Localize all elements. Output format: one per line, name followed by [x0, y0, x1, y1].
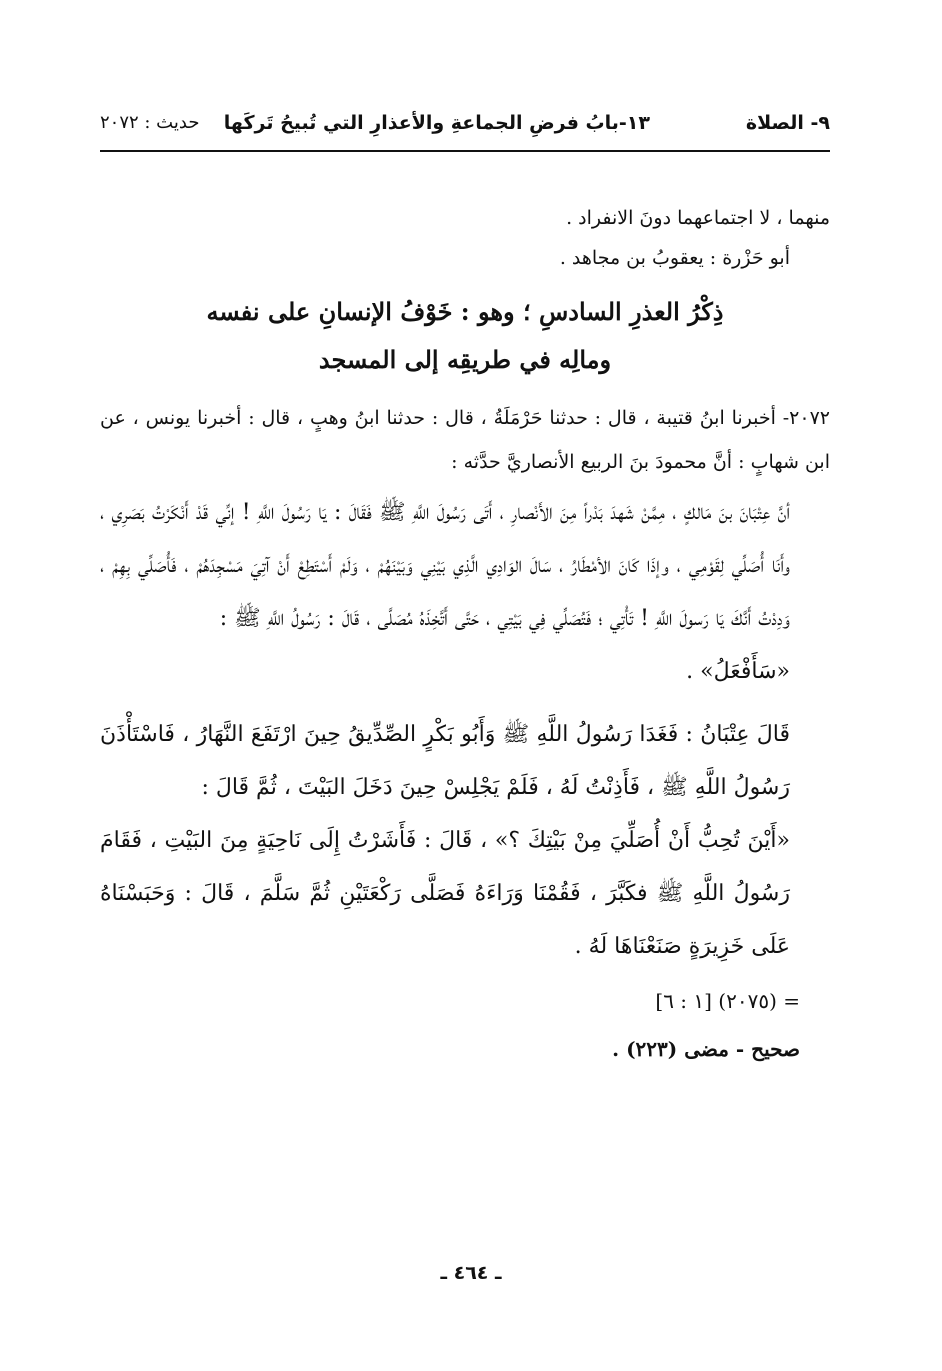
section-heading-line-2: ومالِه في طريقِه إلى المسجد	[318, 345, 612, 374]
hadith-grade: صحيح - مضى (٢٢٣) .	[612, 1037, 800, 1061]
running-header	[100, 112, 830, 144]
paragraph-continuation: منهما ، لا اجتماعهما دونَ الانفراد .	[566, 207, 830, 229]
header-section: ٩- الصلاة	[745, 112, 830, 134]
hadith-matn-part-2: «سَأَفْعَلُ» .	[686, 659, 790, 684]
header-chapter-title: ١٣-بابُ فرضِ الجماعةِ والأعذارِ التي تُبيحُ تَركَها	[223, 112, 650, 134]
header-hadith-number: حديث : ٢٠٧٢	[100, 112, 200, 133]
header-divider	[100, 150, 830, 152]
hadith-isnad: ٢٠٧٢- أخبرنا ابنُ قتيبة ، قال : حدثنا حَرْمَلَةُ ، قال : حدثنا ابنُ وهبٍ ، قال : أخبرنا يونس ، عن ابن شهابٍ : أنَّ محمودَ بنَ الربيع الأنصاريَّ حدَّثه :	[100, 407, 830, 473]
page-number: ـ ٤٦٤ ـ	[440, 1262, 502, 1284]
hadith-matn-part-4: «أَيْنَ تُحِبُّ أَنْ أُصَلِّيَ مِنْ بَيْتِكَ ؟» ، قَالَ : فَأَشَرْتُ إِلَى نَاحِيَةٍ مِنَ البَيْتِ ، فَقَامَ رَسُولُ اللَّهِ ﷺ فكَبَّرَ ، فَقُمْنَا وَرَاءَهُ فَصَلَّى رَكْعَتَيْنِ ثُمَّ سَلَّمَ ، قَالَ : وَحَبَسْنَاهُ عَلَى خَزِيرَةٍ صَنَعْنَاهَا لَهُ .	[100, 828, 790, 959]
page-body	[100, 198, 830, 1069]
hadith-matn-part-3: قَالَ عِتْبَانُ : فَغَدَا رَسُولُ اللَّهِ ﷺ وَأَبُو بَكْرٍ الصِّدِّيقُ حِينَ ارْتَفَعَ النَّهَارُ ، فَاسْتَأْذَنَ رَسُولُ اللَّهِ ﷺ ، فَأَذِنْتُ لَهُ ، فَلَمْ يَجْلِسْ حِينَ دَخَلَ البَيْتَ ، ثُمَّ قَالَ :	[100, 722, 790, 800]
section-heading-line-1: ذِكْرُ العذرِ السادسِ ؛ وهو : خَوْفُ الإنسانِ على نفسه	[206, 297, 724, 326]
cross-reference: = (٢٠٧٥) [١ : ٦]	[655, 989, 800, 1013]
hadith-matn-part-1: أنَّ عِتْبَانَ بنَ مَالكٍ ، مِمَّنْ شَهدَ بَدْراً مِنَ الأَنْصارِ ، أَتَى رَسُولَ اللَّهِ ﷺ فَقَالَ : يَا رَسُولَ اللَّهِ ! إنِّي قَدْ أَنْكَرْتُ بَصَرِي ، وأَنَا أُصَلِّي لِقَوْمِي ، وإذَا كَانَ الأمْطَارُ ، سَالَ الوَادِي الَّذِي بَيْنِي وَبَيْنَهُمْ ، وَلَمْ أَسْتَطِعْ أَنْ آتِيَ مَسْجِدَهُمْ ، فَأُصَلِّي بِهِمْ ، وَدِدْتُ أَنَّكَ يَا رَسولَ اللَّهِ ! تَأْتِي ؛ فَتُصَلِّي فِي بَيْتِي ، حَتَّى أَتَّخِذَهُ مُصَلَّى ، قَالَ : رَسُولُ اللَّهِ ﷺ :	[100, 500, 790, 631]
paragraph-narrator-note: أبو حَزْرة : يعقوبُ بن مجاهد .	[559, 247, 790, 269]
